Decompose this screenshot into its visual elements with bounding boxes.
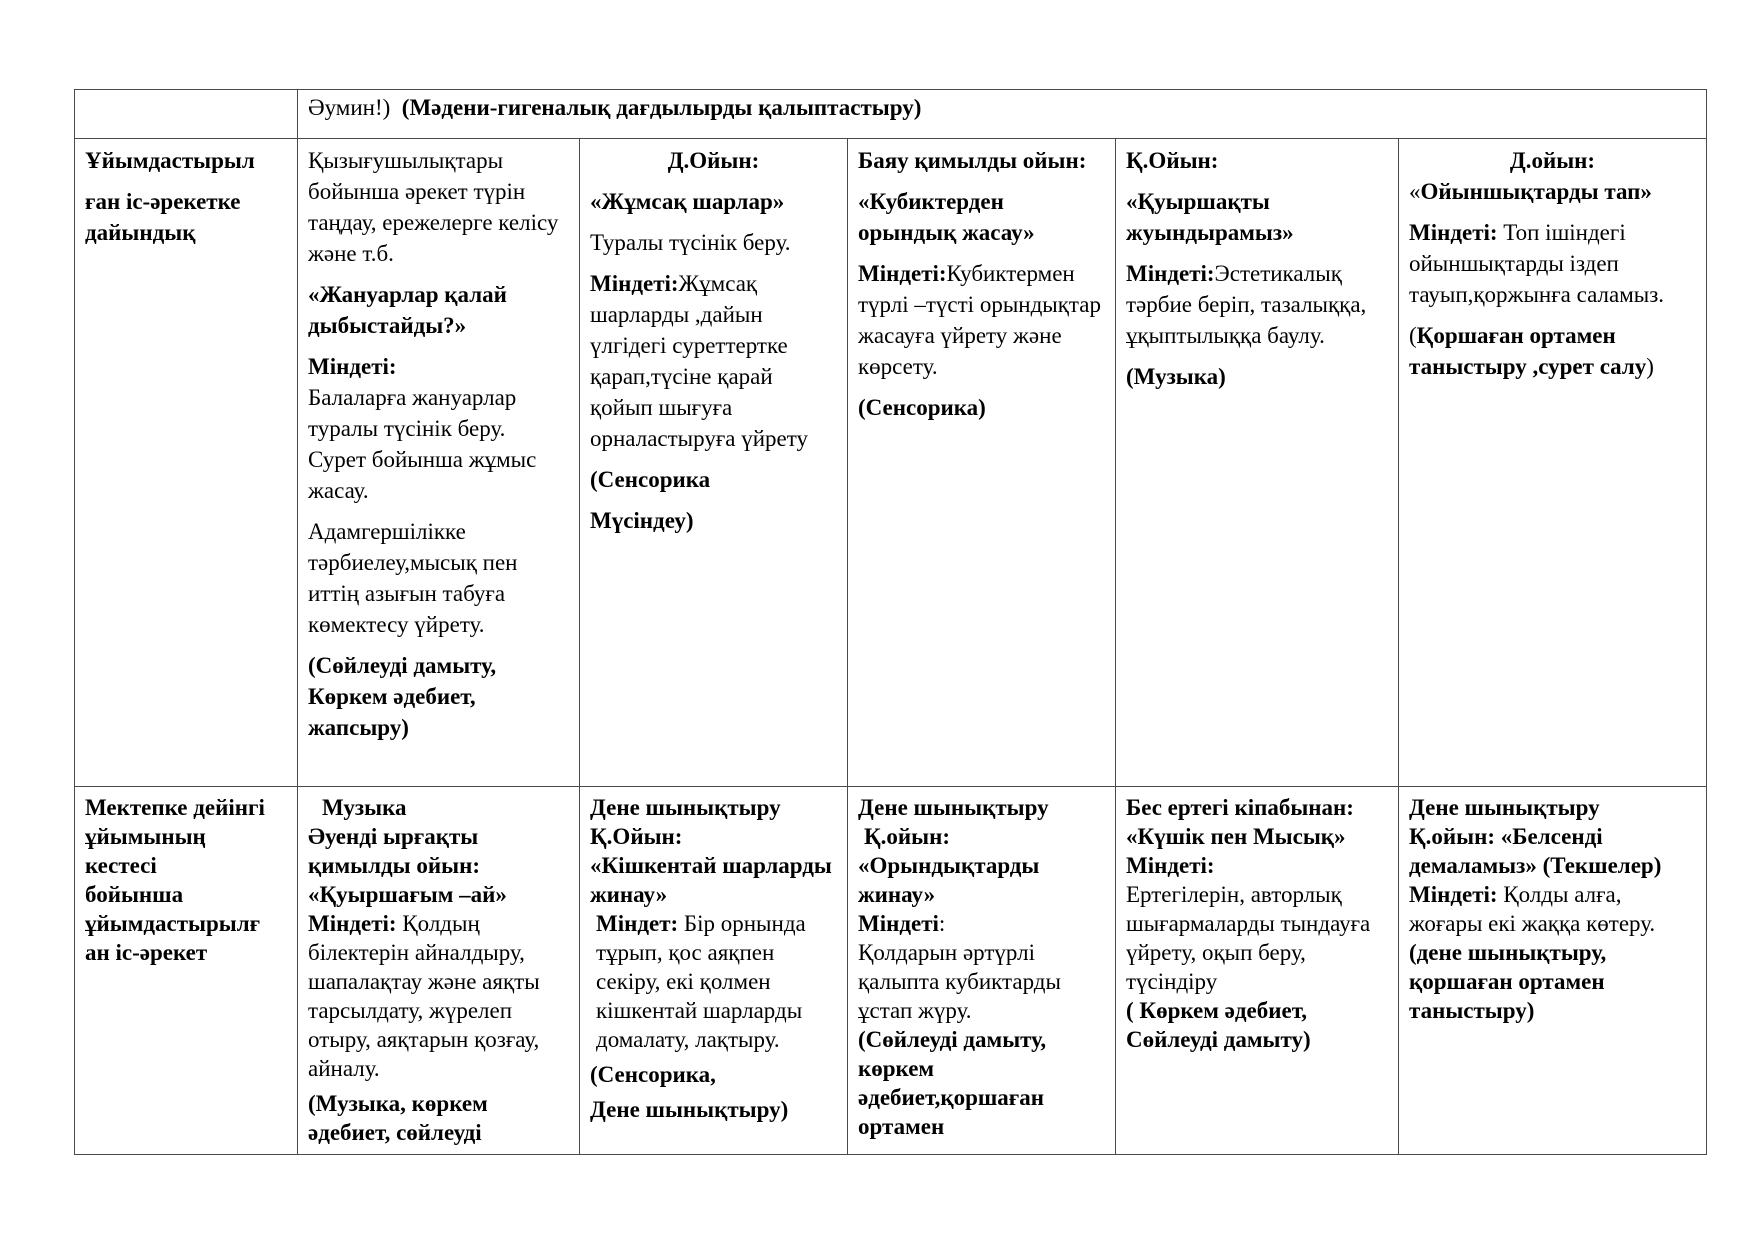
- row1-bold-text: (Мәдени-гигеналық дағдылырды қалыптастыру): [401, 95, 922, 120]
- row2-col2-areas-1: (Сенсорика: [590, 467, 711, 492]
- row3-col1-heading: Музыка: [322, 795, 407, 820]
- row3-col5-task: Қолды алға, жоғары екі жаққа көтеру.: [1409, 882, 1656, 936]
- row1-header-cell: [75, 90, 298, 139]
- row3-col2-areas-1: (Сенсорика,: [590, 1062, 716, 1087]
- row3-col4-heading: Бес ертегі кіпабынан:: [1126, 795, 1354, 820]
- row2-col5-areas-close: ): [1646, 354, 1654, 379]
- row3-header-line-5: ұйымдастырылғ: [85, 911, 261, 936]
- row3-col3-cell: [848, 787, 1116, 1155]
- row2-header-cell: [75, 139, 298, 787]
- row2-col5-title: Ойыншықтарды тап»: [1420, 179, 1652, 204]
- row3-col3-title: «Орындықтарды жинау»: [858, 853, 1040, 907]
- row3-header-line-6: ан іс-әрекет: [85, 940, 208, 965]
- row2-col5-areas-open: (: [1409, 323, 1417, 348]
- row2-col1-task-label: Міндеті:: [308, 354, 397, 379]
- row3-col3-task-label: Міндеті: [858, 911, 939, 936]
- row2-col5-heading: Д.ойын:: [1509, 148, 1596, 173]
- row3-col1-task-label: Міндеті:: [308, 911, 397, 936]
- row2-header-line-2: ған іс-әрекетке дайындық: [85, 189, 241, 245]
- row3-col2-heading: Дене шынықтыру: [590, 795, 781, 820]
- row2-col3-areas: (Сенсорика): [858, 395, 986, 420]
- row3-col5-task-label: Міндеті:: [1409, 882, 1498, 907]
- row3-col1-task: Қолдың білектерін айналдыру, шапалақтау және аяқты тарсылдату, жүрелеп отыру, аяқтарын қозғау, айналу.: [308, 911, 540, 1081]
- row2-col2-title: «Жұмсақ шарлар»: [590, 189, 785, 214]
- row2-col1-title: «Жануарлар қалай дыбыстайды?»: [308, 282, 507, 338]
- row2-col3-cell: [848, 139, 1116, 787]
- row1-content-cell: [298, 90, 1707, 139]
- row3-col5-cell: [1399, 787, 1707, 1155]
- row2-col4-task-label: Міндеті:: [1126, 261, 1215, 286]
- row2-col2-text: Туралы түсінік беру.: [590, 230, 791, 255]
- row2-col1-cell: [298, 139, 580, 787]
- lesson-plan-table: [74, 89, 1707, 1155]
- row2-col5-title-open: «: [1409, 179, 1421, 204]
- row3-col2-title: «Кішкентай шарларды жинау»: [590, 853, 832, 907]
- row3-col5-areas: (дене шынықтыру, қоршаған ортамен таныстыру): [1409, 940, 1607, 1023]
- table-row: [75, 139, 1707, 787]
- row2-col4-heading: Қ.Ойын:: [1126, 148, 1219, 173]
- row3-header-line-2: ұйымының: [85, 824, 206, 849]
- row3-header-line-4: бойынша: [85, 882, 184, 907]
- table-row: [75, 90, 1707, 139]
- row3-col2-sub: Қ.Ойын:: [590, 824, 683, 849]
- row3-col5-heading: Дене шынықтыру: [1409, 795, 1600, 820]
- row3-col4-title: «Күшік пен Мысық»: [1126, 824, 1346, 849]
- row2-col5-task: Топ ішіндегі ойыншықтарды іздеп тауып,қоржынға саламыз.: [1409, 220, 1665, 307]
- row3-col3-areas: (Сөйлеуді дамыту, көркем әдебиет,қоршаған ортамен: [858, 1027, 1047, 1139]
- row3-col3-task: Қолдарын әртүрлі қалыпта кубиктарды ұстап жүру.: [858, 940, 1061, 1023]
- row3-col5-sub: Қ.ойын: «Белсенді демаламыз» (Текшелер): [1409, 824, 1662, 878]
- row3-col1-cell: [298, 787, 580, 1155]
- row3-col4-areas: ( Көркем әдебиет, Сөйлеуді дамыту): [1126, 998, 1311, 1052]
- row2-col4-title: «Қуыршақты жуындырамыз»: [1126, 189, 1294, 245]
- row2-col1-task: Балаларға жануарлар туралы түсінік беру. Сурет бойынша жұмыс жасау.: [308, 385, 537, 503]
- row3-col2-task-label: Міндет:: [596, 911, 679, 936]
- row3-col4-task-label: Міндеті:: [1126, 853, 1215, 878]
- table-row: [75, 787, 1707, 1155]
- row2-col3-heading: Баяу қимылды ойын:: [858, 148, 1087, 173]
- row2-col2-areas-2: Мүсіндеу): [590, 508, 694, 533]
- row2-col1-areas: (Сөйлеуді дамыту, Көркем әдебиет, жапсыру): [308, 653, 497, 740]
- row2-col3-task: Кубиктермен түрлі –түсті орындықтар жасауға үйрету және көрсету.: [858, 261, 1101, 379]
- row2-col5-task-label: Міндеті:: [1409, 220, 1498, 245]
- row2-col2-heading: Д.Ойын:: [667, 148, 760, 173]
- row3-header-line-1: Мектепке дейінгі: [85, 795, 265, 820]
- row3-col1-title: Әуенді ырғақты қимылды ойын: «Қуыршағым –ай»: [308, 824, 507, 907]
- row3-col2-task: Бір орнында тұрып, қос аяқпен секіру, екі қолмен кішкентай шарларды домалату, лақтыру.: [596, 911, 806, 1052]
- row2-col2-task-label: Міндеті:: [590, 271, 679, 296]
- row2-col1-intro: Қызығушылықтары бойынша әрекет түрін таңдау, ережелерге келісу және т.б.: [308, 148, 559, 266]
- row3-col2-areas-2: Дене шынықтыру): [590, 1097, 789, 1122]
- row2-col2-cell: [580, 139, 848, 787]
- row2-col5-areas: Қоршаған ортамен таныстыру ,сурет салу: [1409, 323, 1647, 379]
- row3-header-line-3: кестесі: [85, 853, 157, 878]
- row3-col2-cell: [580, 787, 848, 1155]
- row2-col1-extra: Адамгершілікке тәрбиелеу,мысық пен иттің азығын табуға көмектесу үйрету.: [308, 519, 518, 637]
- row2-col4-task: Эстетикалық тәрбие беріп, тазалыққа, ұқыптылыққа баулу.: [1126, 261, 1367, 348]
- row3-col4-task: Ертегілерін, авторлық шығармаларды тындауға үйрету, оқып беру, түсіндіру: [1126, 882, 1371, 994]
- row2-col3-task-label: Міндеті:: [858, 261, 947, 286]
- row2-col5-cell: [1399, 139, 1707, 787]
- row3-col3-task-colon: :: [938, 911, 946, 936]
- row3-col4-cell: [1116, 787, 1399, 1155]
- row3-header-cell: [75, 787, 298, 1155]
- row3-col3-sub: Қ.ойын:: [864, 824, 951, 849]
- row1-text: Әумин!): [308, 95, 391, 120]
- row2-col2-task: Жұмсақ шарларды ,дайын үлгідегі суреттертке қарап,түсіне қарай қойып шығуға орналастыруға үйрету: [590, 271, 808, 451]
- row2-col4-areas: (Музыка): [1126, 364, 1226, 389]
- row2-col3-title: «Кубиктерден орындық жасау»: [858, 189, 1035, 245]
- row2-col4-cell: [1116, 139, 1399, 787]
- row3-col1-areas: (Музыка, көркем әдебиет, сөйлеуді: [308, 1091, 488, 1145]
- row2-header-line-1: Ұйымдастырыл: [85, 148, 255, 173]
- row3-col3-heading: Дене шынықтыру: [858, 795, 1049, 820]
